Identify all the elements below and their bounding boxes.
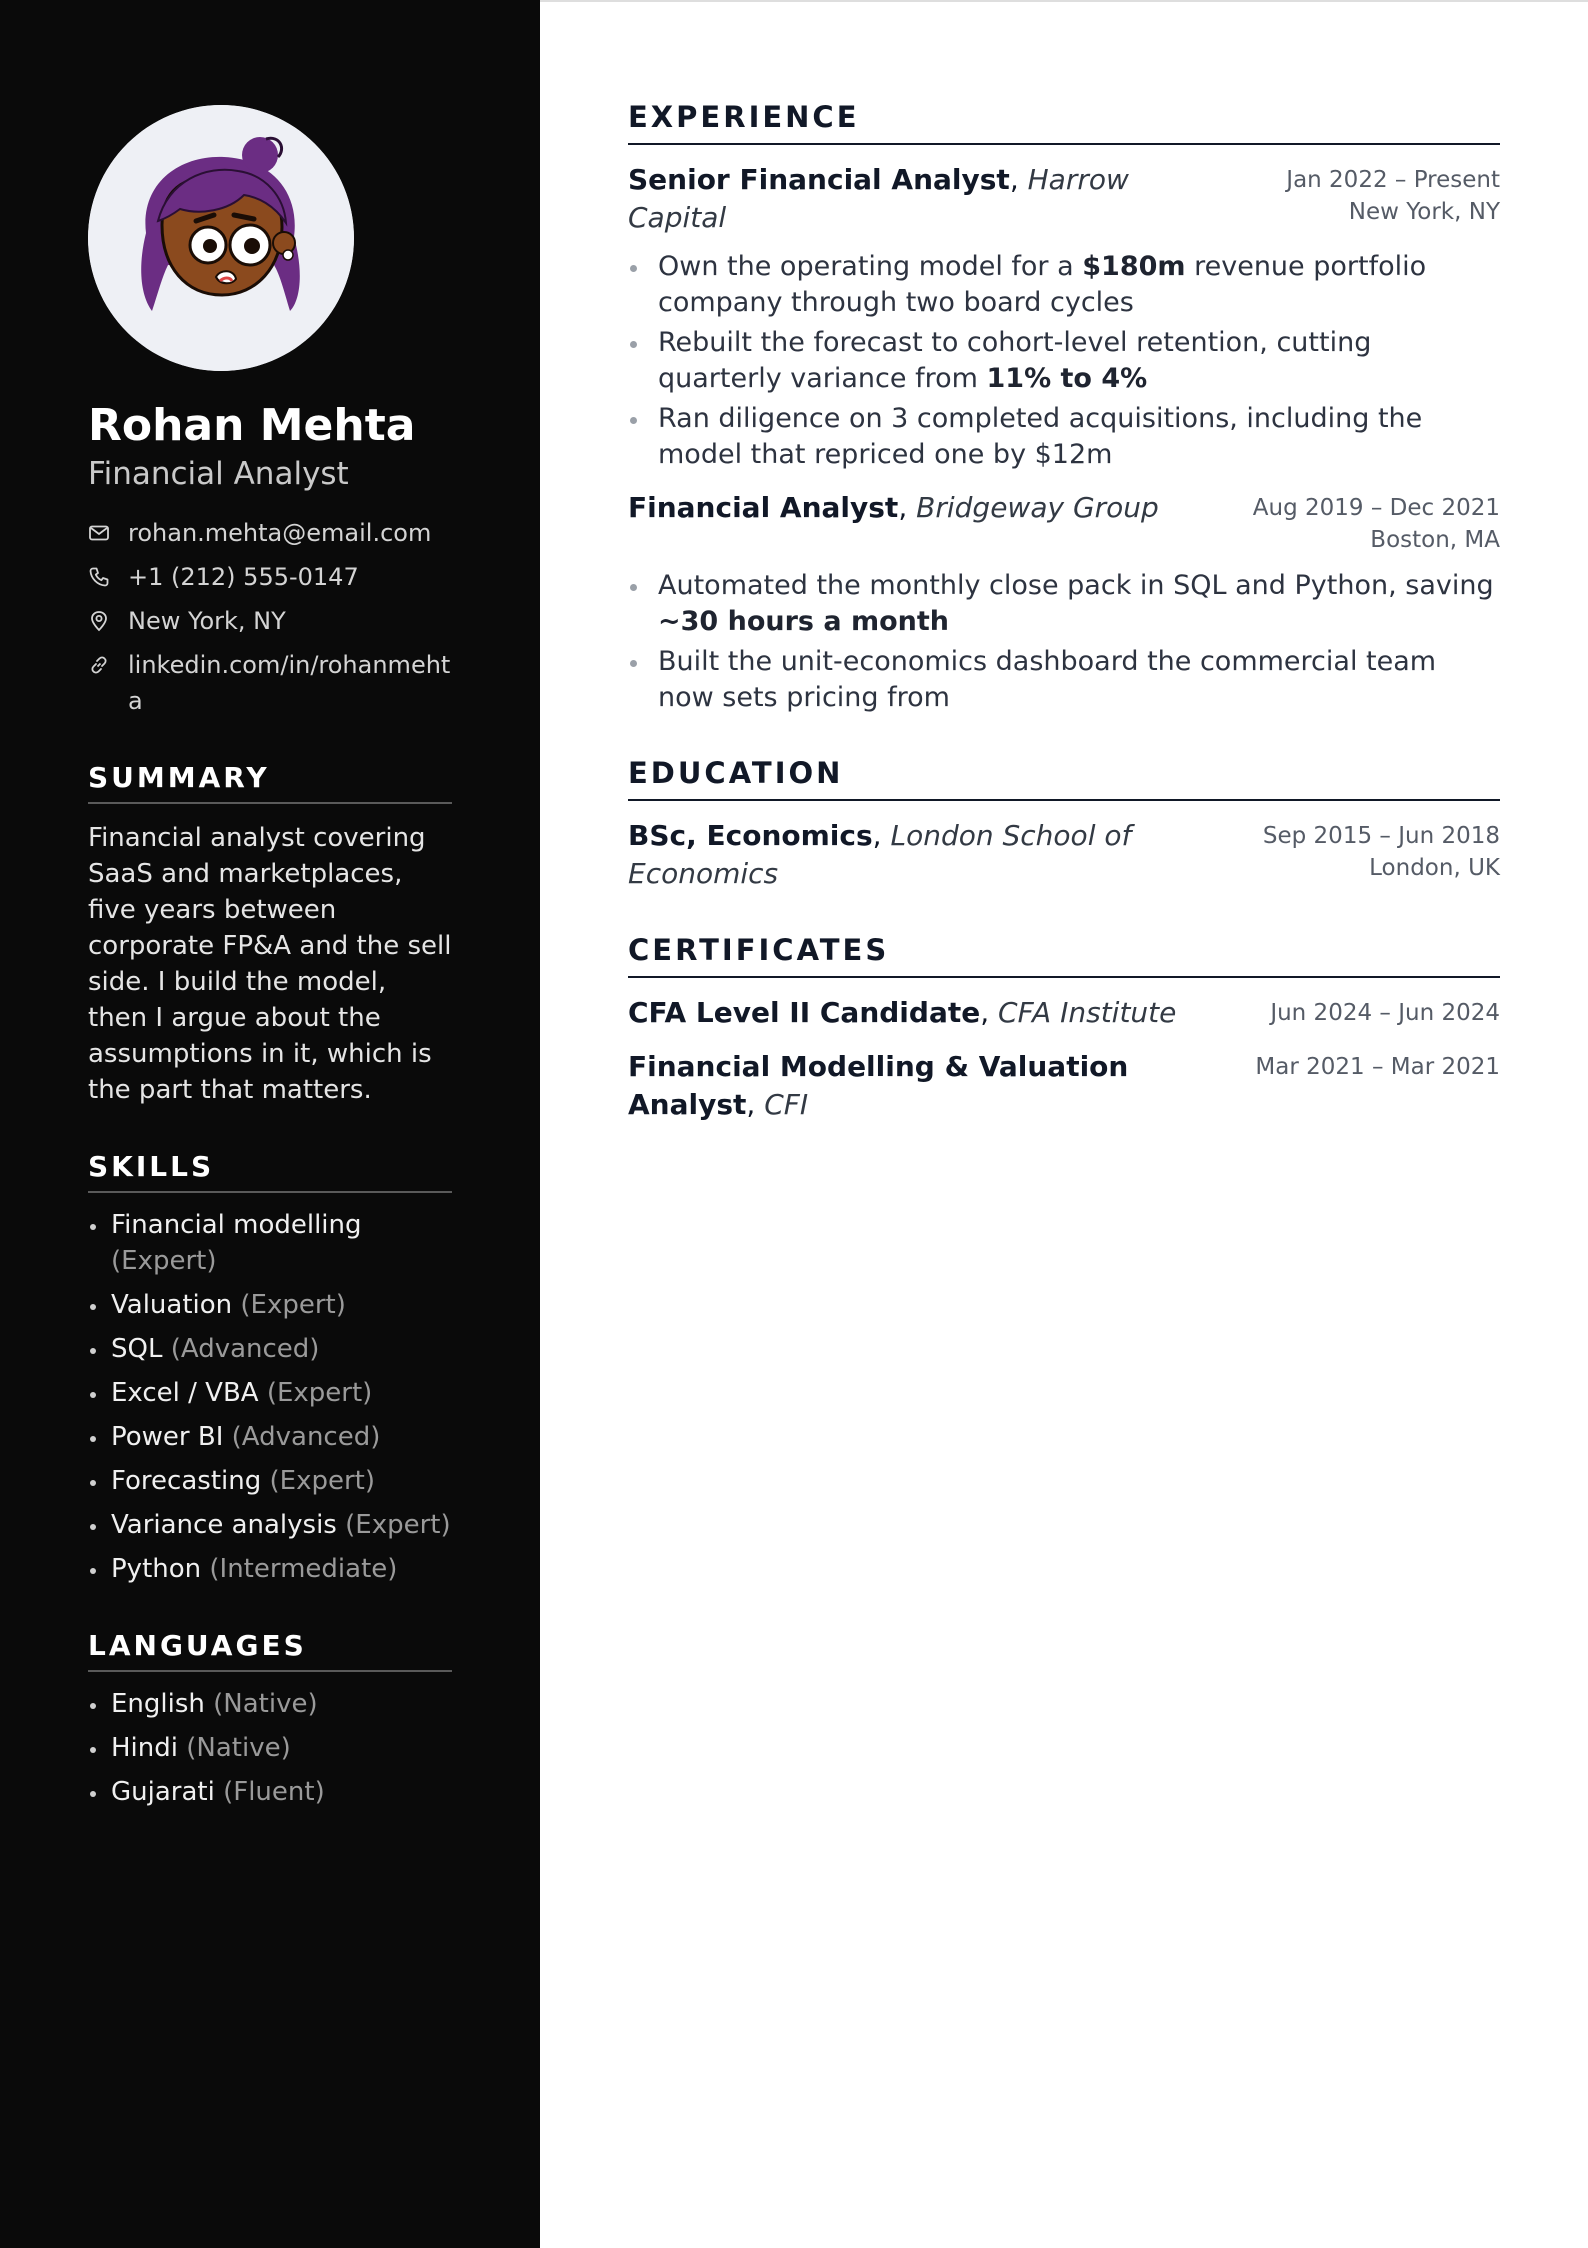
bullet-item bbox=[628, 401, 1500, 473]
job-meta bbox=[1286, 161, 1500, 237]
language-level: (Native) bbox=[213, 1688, 318, 1719]
job-location: New York, NY bbox=[1348, 199, 1500, 225]
job-role: Senior Financial Analyst bbox=[628, 163, 1010, 196]
education-school: London School of Economics bbox=[628, 819, 1132, 890]
skill-level: (Expert) bbox=[111, 1245, 217, 1276]
bullet-text: Built the unit-economics dashboard the commercial team now sets pricing from bbox=[658, 646, 1437, 713]
candidate-name: Rohan Mehta bbox=[88, 400, 416, 451]
job-role: Financial Analyst bbox=[628, 491, 899, 524]
skill-item bbox=[88, 1331, 452, 1367]
bullet-highlight: 11% to 4% bbox=[986, 363, 1148, 394]
skill-item bbox=[88, 1207, 452, 1279]
job-company: Bridgeway Group bbox=[916, 491, 1159, 524]
education-meta bbox=[1263, 817, 1500, 893]
location-pin-icon bbox=[88, 610, 110, 632]
language-item bbox=[88, 1774, 452, 1810]
job-location: Boston, MA bbox=[1370, 527, 1500, 553]
job-dates: Aug 2019 – Dec 2021 bbox=[1252, 495, 1500, 521]
mail-icon bbox=[88, 522, 110, 544]
languages-heading: LANGUAGES bbox=[88, 1629, 452, 1672]
job-bullets bbox=[628, 568, 1500, 716]
skill-item bbox=[88, 1463, 452, 1499]
job-header: Senior Financial Analyst, Harrow Capital bbox=[628, 163, 1129, 234]
summary-text: Financial analyst covering SaaS and marketplaces, five years between corporate FP&A and the sell side. I build the model, then I argue about the assumptions in it, which is the part that matters. bbox=[88, 822, 452, 1105]
bullet-item bbox=[628, 644, 1500, 716]
certificate-name: Financial Modelling & Valuation Analyst bbox=[628, 1050, 1129, 1121]
skill-name: Valuation bbox=[111, 1289, 233, 1320]
skill-level: (Expert) bbox=[266, 1377, 373, 1408]
skill-item bbox=[88, 1507, 452, 1543]
certificate-issuer: CFA Institute bbox=[998, 996, 1177, 1029]
bullet-text: Ran diligence on 3 completed acquisitions, including the model that repriced one by $12m bbox=[658, 403, 1423, 470]
contact-location bbox=[88, 603, 452, 639]
education-location: London, UK bbox=[1369, 855, 1500, 881]
sidebar bbox=[0, 0, 540, 2248]
cartoon-avatar-icon bbox=[88, 105, 354, 371]
certificate-entry bbox=[628, 1048, 1500, 1124]
contact-linkedin[interactable] bbox=[88, 647, 452, 719]
summary-heading: SUMMARY bbox=[88, 761, 452, 804]
language-level: (Native) bbox=[186, 1732, 291, 1763]
certificate-header: Financial Modelling & Valuation Analyst, CFI bbox=[628, 1050, 1129, 1121]
certificate-dates: Mar 2021 – Mar 2021 bbox=[1255, 1054, 1500, 1080]
skill-name: SQL bbox=[111, 1333, 163, 1364]
skill-level: (Expert) bbox=[345, 1509, 451, 1540]
language-level: (Fluent) bbox=[223, 1776, 325, 1807]
bullet-highlight: ~30 hours a month bbox=[658, 606, 950, 637]
contact-phone-text: +1 (212) 555-0147 bbox=[128, 562, 359, 591]
skill-name: Power BI bbox=[111, 1421, 224, 1452]
contact-list bbox=[88, 515, 452, 719]
bullet-text: revenue portfolio company through two board cycles bbox=[658, 251, 1427, 318]
certificate-header: CFA Level II Candidate, CFA Institute bbox=[628, 996, 1177, 1029]
skill-name: Python bbox=[111, 1553, 202, 1584]
skill-name: Variance analysis bbox=[111, 1509, 337, 1540]
skills-list bbox=[88, 1207, 452, 1587]
skill-level: (Advanced) bbox=[170, 1333, 320, 1364]
skills-heading: SKILLS bbox=[88, 1150, 452, 1193]
job-entry bbox=[628, 161, 1500, 237]
skill-level: (Expert) bbox=[269, 1465, 375, 1496]
skill-level: (Intermediate) bbox=[209, 1553, 398, 1584]
bullet-item bbox=[628, 325, 1500, 397]
certificate-meta bbox=[1255, 1048, 1500, 1124]
avatar bbox=[88, 105, 354, 371]
phone-icon bbox=[88, 566, 110, 588]
skill-level: (Expert) bbox=[240, 1289, 346, 1320]
experience-section bbox=[628, 100, 1500, 716]
certificates-heading: CERTIFICATES bbox=[628, 933, 1500, 978]
language-name: Gujarati bbox=[111, 1776, 215, 1807]
certificate-entry bbox=[628, 994, 1500, 1032]
contact-linkedin-text: linkedin.com/in/rohanmehta bbox=[128, 650, 451, 715]
experience-heading: EXPERIENCE bbox=[628, 100, 1500, 145]
language-name: Hindi bbox=[111, 1732, 178, 1763]
contact-phone[interactable] bbox=[88, 559, 452, 595]
contact-email[interactable] bbox=[88, 515, 452, 551]
job-meta bbox=[1253, 489, 1500, 556]
job-bullets bbox=[628, 249, 1500, 473]
skill-level: (Advanced) bbox=[231, 1421, 381, 1452]
main-content bbox=[628, 100, 1500, 1124]
education-dates: Sep 2015 – Jun 2018 bbox=[1262, 823, 1500, 849]
skill-item bbox=[88, 1375, 452, 1411]
job-header: Financial Analyst, Bridgeway Group bbox=[628, 491, 1159, 524]
job-entry bbox=[628, 489, 1500, 556]
candidate-title: Financial Analyst bbox=[88, 455, 349, 492]
skill-item bbox=[88, 1287, 452, 1323]
certificate-issuer: CFI bbox=[764, 1088, 809, 1121]
education-section bbox=[628, 756, 1500, 893]
bullet-highlight: $180m bbox=[1082, 251, 1186, 282]
bullet-text: Automated the monthly close pack in SQL and Python, saving bbox=[658, 570, 1494, 601]
language-name: English bbox=[111, 1688, 205, 1719]
job-company: Harrow Capital bbox=[628, 163, 1129, 234]
education-degree: BSc, Economics bbox=[628, 819, 873, 852]
skill-item bbox=[88, 1419, 452, 1455]
contact-email-text: rohan.mehta@email.com bbox=[128, 518, 432, 547]
skill-item bbox=[88, 1551, 452, 1587]
skill-name: Forecasting bbox=[111, 1465, 262, 1496]
bullet-item bbox=[628, 249, 1500, 321]
skill-name: Excel / VBA bbox=[111, 1377, 259, 1408]
education-header: BSc, Economics, London School of Economics bbox=[628, 819, 1132, 890]
skill-name: Financial modelling bbox=[111, 1209, 362, 1240]
certificates-section bbox=[628, 933, 1500, 1124]
link-icon bbox=[88, 654, 110, 676]
bullet-item bbox=[628, 568, 1500, 640]
certificate-dates: Jun 2024 – Jun 2024 bbox=[1270, 1000, 1500, 1026]
certificate-name: CFA Level II Candidate bbox=[628, 996, 981, 1029]
certificate-meta bbox=[1270, 994, 1500, 1032]
contact-location-text: New York, NY bbox=[128, 606, 286, 635]
bullet-text: Own the operating model for a bbox=[658, 251, 1083, 282]
job-dates: Jan 2022 – Present bbox=[1286, 167, 1500, 193]
education-entry bbox=[628, 817, 1500, 893]
education-heading: EDUCATION bbox=[628, 756, 1500, 801]
languages-list bbox=[88, 1686, 452, 1810]
language-item bbox=[88, 1730, 452, 1766]
language-item bbox=[88, 1686, 452, 1722]
bullet-text: Rebuilt the forecast to cohort-level retention, cutting quarterly variance from bbox=[658, 327, 1372, 394]
